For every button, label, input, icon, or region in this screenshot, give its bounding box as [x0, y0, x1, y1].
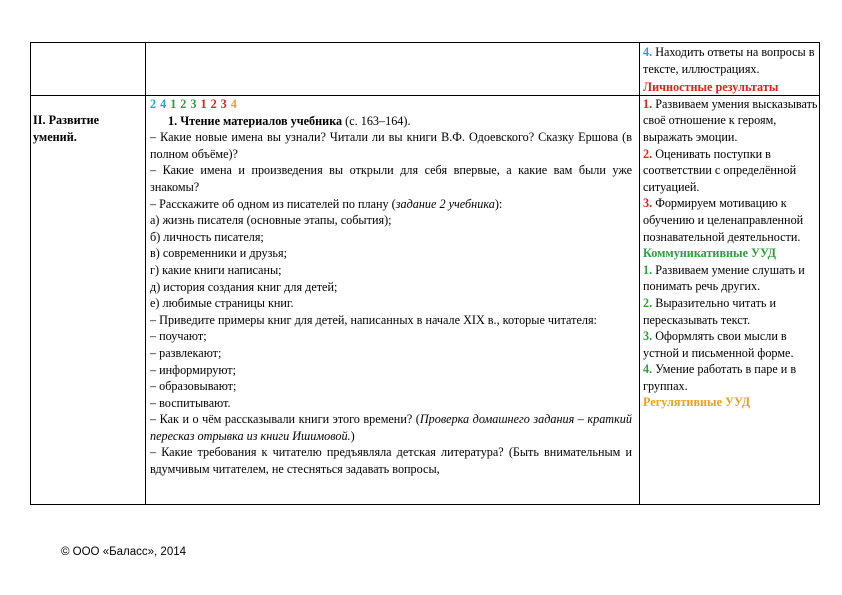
requirements-question: – Какие требования к читателю предъявляла детская литература? (Быть внимательным и вдумчивым читателем, не стесняться задавать вопросы, — [150, 445, 632, 477]
task1-heading: 1. Чтение материалов учебника (с. 163–164). — [168, 113, 411, 128]
how-question: – Как и о чём рассказывали книги этого времени? (Проверка домашнего задания – краткий пересказ отрывка из книги Ишимовой.) — [150, 412, 632, 443]
personal-item: 3. Формируем мотивацию к обучению и целенаправленной познавательной деятельности. — [643, 196, 804, 244]
lesson-table — [30, 42, 820, 505]
example-item: – образовывают; — [150, 379, 237, 394]
col-divider-left — [30, 42, 31, 505]
plan-item: в) современники и друзья; — [150, 246, 287, 261]
table-bottom-border — [30, 504, 820, 505]
personal-item: 1. Развиваем умения высказывать своё отношение к героям, выражать эмоции. — [643, 96, 818, 144]
comm-item: 1. Развиваем умение слушать и понимать речь других. — [643, 262, 805, 294]
example-item: – поучают; — [150, 329, 207, 344]
color-digit: 3 — [190, 97, 197, 111]
personal-item: 2. Оценивать поступки в соответствии с определённой ситуацией. — [643, 146, 797, 194]
regulative-heading: Регулятивные УУД — [643, 395, 751, 410]
question-1: – Какие новые имена вы узнали? Читали ли вы книги В.Ф. Одоевского? Сказку Ершова (в полном объёме)? — [150, 130, 632, 161]
comm-item: 4. Умение работать в паре и в группах. — [643, 362, 797, 393]
col-divider-2 — [639, 42, 640, 505]
plan-item: г) какие книги написаны; — [150, 262, 282, 277]
col-divider-1 — [145, 42, 146, 505]
color-digit: 2 — [150, 97, 157, 111]
example-item: – воспитывают. — [150, 395, 231, 410]
stage-label: II. Развитие умений. — [33, 113, 100, 144]
color-digit: 4 — [230, 97, 237, 111]
copyright-footer: © ООО «Баласс», 2014 — [61, 546, 187, 558]
lesson-content — [150, 96, 632, 478]
top-right-item: 4. Находить ответы на вопросы в тексте, иллюстрациях. — [643, 45, 815, 76]
results-column — [643, 42, 818, 411]
color-digit: 4 — [160, 97, 167, 111]
question-2: – Какие имена и произведения вы открыли для себя впервые, а какие вам были уже знакомы? — [150, 163, 632, 194]
comm-item: 2. Выразительно читать и пересказывать текст. — [643, 295, 777, 327]
color-digit: 3 — [220, 97, 227, 111]
plan-item: а) жизнь писателя (основные этапы, события); — [150, 213, 392, 228]
communicative-heading: Коммуникативные УУД — [643, 246, 777, 261]
color-digits — [150, 96, 632, 113]
personal-results-heading: Личностные результаты — [643, 80, 779, 95]
col-divider-right — [819, 42, 820, 505]
plan-item: д) история создания книг для детей; — [150, 279, 338, 294]
comm-item: 3. Оформлять свои мысли в устной и письменной форме. — [643, 329, 794, 360]
plan-item: е) любимые страницы книг. — [150, 296, 294, 311]
color-digit: 2 — [180, 97, 187, 111]
color-digit: 1 — [170, 97, 177, 111]
color-digit: 1 — [200, 97, 207, 111]
plan-item: б) личность писателя; — [150, 229, 264, 244]
example-item: – развлекают; — [150, 345, 222, 360]
examples-question: – Приведите примеры книг для детей, написанных в начале XIX в., которые читателя: — [150, 312, 597, 327]
example-item: – информируют; — [150, 362, 237, 377]
plan-question: – Расскажите об одном из писателей по плану (задание 2 учебника): — [150, 196, 503, 211]
color-digit: 2 — [210, 97, 217, 111]
